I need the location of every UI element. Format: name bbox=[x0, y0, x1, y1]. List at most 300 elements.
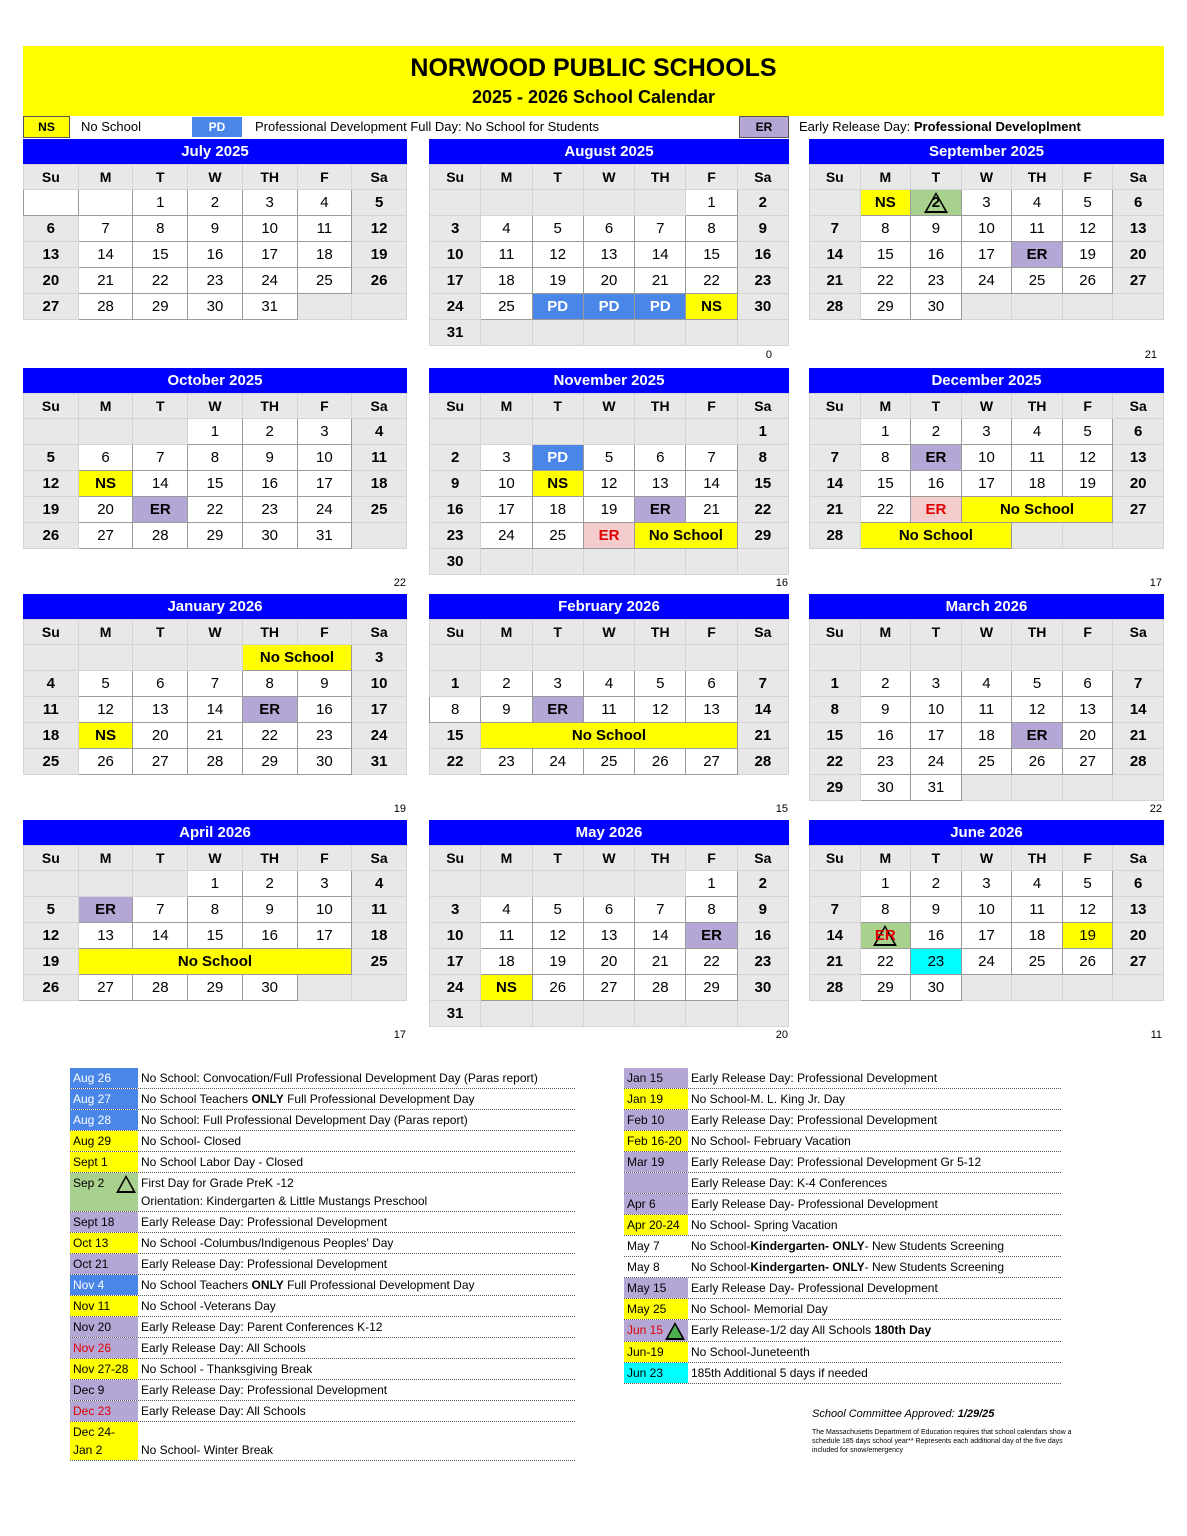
day-cell: ER bbox=[686, 923, 737, 949]
day-cell: 30 bbox=[911, 294, 962, 320]
day-cell: 18 bbox=[1012, 471, 1063, 497]
day-cell: 9 bbox=[911, 897, 962, 923]
day-cell: 24 bbox=[961, 949, 1012, 975]
key-row bbox=[624, 1089, 1061, 1110]
month-may-2026 bbox=[429, 820, 789, 1027]
month-header: August 2025 bbox=[429, 139, 789, 164]
key-text: Early Release Day: Parent Conferences K-12 bbox=[141, 1320, 383, 1334]
empty-cell bbox=[583, 190, 634, 216]
day-cell: 20 bbox=[583, 949, 634, 975]
day-cell: 25 bbox=[297, 268, 352, 294]
day-cell: 16 bbox=[911, 242, 962, 268]
day-cell: 1 bbox=[188, 871, 243, 897]
day-cell: 30 bbox=[188, 294, 243, 320]
key-text: Early Release Day- Professional Development bbox=[691, 1281, 938, 1295]
day-cell: 23 bbox=[430, 523, 481, 549]
weekday-label: Su bbox=[810, 394, 861, 419]
day-cell: 21 bbox=[635, 268, 686, 294]
day-cell: 7 bbox=[635, 897, 686, 923]
day-cell: 14 bbox=[737, 697, 788, 723]
weekday-label: Sa bbox=[1113, 394, 1164, 419]
weekday-label: T bbox=[532, 620, 583, 645]
day-cell: 2 bbox=[911, 419, 962, 445]
weekday-label: T bbox=[911, 165, 962, 190]
day-cell: 12 bbox=[352, 216, 407, 242]
week-row bbox=[24, 268, 407, 294]
day-cell: 22 bbox=[860, 949, 911, 975]
empty-cell bbox=[1012, 775, 1063, 801]
month-september-2025 bbox=[809, 139, 1164, 320]
day-cell: 3 bbox=[481, 445, 532, 471]
day-cell: 6 bbox=[583, 897, 634, 923]
day-cell: 12 bbox=[24, 923, 79, 949]
key-text: No School -Columbus/Indigenous Peoples' Day bbox=[141, 1236, 394, 1250]
day-cell: 28 bbox=[188, 749, 243, 775]
day-cell: 21 bbox=[737, 723, 788, 749]
week-row bbox=[24, 923, 407, 949]
day-cell: 10 bbox=[911, 697, 962, 723]
day-cell: 3 bbox=[352, 645, 407, 671]
key-text: No School-M. L. King Jr. Day bbox=[691, 1092, 846, 1106]
weekday-label: F bbox=[1062, 394, 1113, 419]
day-cell: 17 bbox=[352, 697, 407, 723]
key-text: Early Release Day: Professional Development bbox=[141, 1215, 388, 1229]
empty-cell bbox=[481, 320, 532, 346]
key-date: Aug 26 bbox=[70, 1068, 138, 1088]
day-cell: 25 bbox=[352, 497, 407, 523]
key-date: Apr 20-24 bbox=[624, 1215, 688, 1235]
week-row bbox=[430, 445, 789, 471]
empty-cell bbox=[481, 190, 532, 216]
weekday-label: Sa bbox=[737, 394, 788, 419]
month-august-2025 bbox=[429, 139, 789, 346]
week-row bbox=[810, 294, 1164, 320]
empty-cell bbox=[1062, 523, 1113, 549]
empty-cell bbox=[481, 1001, 532, 1027]
day-cell: 1 bbox=[686, 871, 737, 897]
week-row bbox=[810, 671, 1164, 697]
day-cell: 15 bbox=[810, 723, 861, 749]
day-cell: 9 bbox=[481, 697, 532, 723]
day-cell: 18 bbox=[481, 268, 532, 294]
day-cell: 17 bbox=[481, 497, 532, 523]
empty-cell bbox=[1113, 775, 1164, 801]
day-cell: 27 bbox=[1113, 949, 1164, 975]
month-header: July 2025 bbox=[23, 139, 407, 164]
month-table bbox=[809, 164, 1164, 320]
empty-cell bbox=[532, 871, 583, 897]
weekday-label: M bbox=[481, 394, 532, 419]
day-cell: 20 bbox=[78, 497, 133, 523]
month-november-2025 bbox=[429, 368, 789, 575]
day-cell: 10 bbox=[430, 242, 481, 268]
empty-cell bbox=[532, 549, 583, 575]
key-row bbox=[70, 1089, 575, 1110]
day-cell: 17 bbox=[242, 242, 297, 268]
day-cell: 13 bbox=[635, 471, 686, 497]
weekday-label: M bbox=[481, 620, 532, 645]
empty-cell bbox=[583, 549, 634, 575]
day-cell: PD bbox=[532, 294, 583, 320]
empty-cell bbox=[1012, 523, 1063, 549]
day-cell: 14 bbox=[635, 923, 686, 949]
empty-cell bbox=[352, 294, 407, 320]
empty-cell bbox=[430, 190, 481, 216]
week-row bbox=[24, 497, 407, 523]
day-cell: 30 bbox=[297, 749, 352, 775]
day-cell: 6 bbox=[24, 216, 79, 242]
key-date: Jun 23 bbox=[624, 1363, 688, 1383]
weekday-label: Su bbox=[430, 620, 481, 645]
day-cell: 24 bbox=[911, 749, 962, 775]
empty-cell bbox=[737, 549, 788, 575]
day-cell: 7 bbox=[810, 897, 861, 923]
key-date: May 8 bbox=[627, 1260, 660, 1274]
day-cell: 25 bbox=[1012, 949, 1063, 975]
weekday-label: W bbox=[188, 620, 243, 645]
week-row bbox=[810, 897, 1164, 923]
day-cell: 2 bbox=[737, 871, 788, 897]
day-cell: 20 bbox=[1062, 723, 1113, 749]
day-cell: 29 bbox=[737, 523, 788, 549]
day-cell: PD bbox=[635, 294, 686, 320]
day-cell: 23 bbox=[242, 497, 297, 523]
day-cell: 28 bbox=[737, 749, 788, 775]
day-cell: 15 bbox=[686, 242, 737, 268]
day-cell: 8 bbox=[860, 897, 911, 923]
day-cell: 5 bbox=[78, 671, 133, 697]
day-cell: 16 bbox=[242, 471, 297, 497]
key-date: Nov 4 bbox=[70, 1275, 138, 1295]
day-cell: 21 bbox=[78, 268, 133, 294]
key-date: Oct 21 bbox=[70, 1254, 138, 1274]
key-row bbox=[624, 1320, 1061, 1342]
empty-cell bbox=[1012, 645, 1063, 671]
week-row bbox=[430, 190, 789, 216]
empty-cell bbox=[532, 190, 583, 216]
empty-cell bbox=[911, 645, 962, 671]
day-cell: 12 bbox=[635, 697, 686, 723]
empty-cell bbox=[635, 190, 686, 216]
key-row bbox=[70, 1359, 575, 1380]
day-cell: ER bbox=[1012, 723, 1063, 749]
day-cell: 27 bbox=[78, 975, 133, 1001]
empty-cell bbox=[1113, 645, 1164, 671]
day-cell: 11 bbox=[1012, 897, 1063, 923]
week-row bbox=[430, 320, 789, 346]
school-day-count: 0 bbox=[765, 349, 772, 361]
key-text: Early Release Day: Professional Development Gr 5-12 bbox=[691, 1155, 982, 1169]
day-cell: ER bbox=[78, 897, 133, 923]
day-cell: 29 bbox=[242, 749, 297, 775]
day-cell: 8 bbox=[860, 216, 911, 242]
weekday-label: Su bbox=[810, 165, 861, 190]
day-cell: 27 bbox=[1113, 268, 1164, 294]
title-banner bbox=[23, 46, 1164, 116]
day-cell: 30 bbox=[737, 975, 788, 1001]
day-cell: 12 bbox=[1062, 897, 1113, 923]
day-cell: 16 bbox=[911, 923, 962, 949]
weekday-label: M bbox=[481, 846, 532, 871]
day-cell: 13 bbox=[1062, 697, 1113, 723]
weekday-label: Sa bbox=[737, 620, 788, 645]
day-cell: 24 bbox=[242, 268, 297, 294]
day-cell: 24 bbox=[532, 749, 583, 775]
day-cell: ER bbox=[911, 497, 962, 523]
day-cell: 1 bbox=[133, 190, 188, 216]
day-cell: 28 bbox=[133, 975, 188, 1001]
day-cell: 17 bbox=[961, 242, 1012, 268]
key-row bbox=[624, 1173, 1061, 1194]
day-cell: 19 bbox=[532, 949, 583, 975]
day-cell: 17 bbox=[297, 471, 352, 497]
day-cell: 25 bbox=[481, 294, 532, 320]
day-cell: 27 bbox=[24, 294, 79, 320]
week-row bbox=[430, 949, 789, 975]
school-day-count: 17 bbox=[393, 1029, 406, 1041]
day-cell: No School bbox=[860, 523, 1012, 549]
day-cell: 13 bbox=[1113, 445, 1164, 471]
footnote: The Massachusetts Department of Education requires that school calendars show a schedule 185 days school year** Represents each additional day of the five days included for snow/emergency bbox=[812, 1429, 1072, 1454]
day-cell: 1 bbox=[737, 419, 788, 445]
week-row bbox=[430, 1001, 789, 1027]
day-cell: 28 bbox=[78, 294, 133, 320]
key-row bbox=[624, 1278, 1061, 1299]
day-cell: 24 bbox=[961, 268, 1012, 294]
day-cell: 18 bbox=[297, 242, 352, 268]
weekday-label: Su bbox=[430, 846, 481, 871]
day-cell: 18 bbox=[352, 471, 407, 497]
weekday-label: W bbox=[188, 394, 243, 419]
empty-cell bbox=[188, 645, 243, 671]
empty-cell bbox=[686, 419, 737, 445]
day-cell: 29 bbox=[860, 294, 911, 320]
weekday-label: Su bbox=[810, 846, 861, 871]
key-date: Dec 23 bbox=[70, 1401, 138, 1421]
empty-cell bbox=[686, 320, 737, 346]
week-row bbox=[24, 949, 407, 975]
day-cell: 31 bbox=[297, 523, 352, 549]
empty-cell bbox=[133, 645, 188, 671]
day-cell: 1 bbox=[810, 671, 861, 697]
day-cell: 24 bbox=[297, 497, 352, 523]
key-date: Aug 27 bbox=[70, 1089, 138, 1109]
day-cell: 9 bbox=[860, 697, 911, 723]
key-row bbox=[624, 1299, 1061, 1320]
day-cell: 10 bbox=[961, 445, 1012, 471]
weekday-label: M bbox=[860, 165, 911, 190]
key-row bbox=[624, 1194, 1061, 1215]
day-cell: 23 bbox=[737, 268, 788, 294]
empty-cell bbox=[1012, 975, 1063, 1001]
empty-cell bbox=[860, 645, 911, 671]
weekday-label: M bbox=[78, 394, 133, 419]
day-cell: 29 bbox=[188, 523, 243, 549]
day-cell: 6 bbox=[1113, 419, 1164, 445]
key-text: No School- Winter Break bbox=[141, 1443, 274, 1457]
empty-cell bbox=[583, 419, 634, 445]
day-cell: 27 bbox=[583, 975, 634, 1001]
weekday-label: TH bbox=[242, 846, 297, 871]
day-cell: 28 bbox=[810, 294, 861, 320]
day-cell: 23 bbox=[911, 268, 962, 294]
week-row bbox=[810, 242, 1164, 268]
week-row bbox=[810, 419, 1164, 445]
day-cell: 6 bbox=[133, 671, 188, 697]
empty-cell bbox=[352, 975, 407, 1001]
day-cell: 2 bbox=[860, 671, 911, 697]
day-cell: 6 bbox=[78, 445, 133, 471]
empty-cell bbox=[481, 419, 532, 445]
week-row bbox=[810, 749, 1164, 775]
key-text: Early Release Day: Professional Development bbox=[141, 1257, 388, 1271]
week-row bbox=[430, 471, 789, 497]
day-cell: 5 bbox=[532, 897, 583, 923]
day-cell: 18 bbox=[961, 723, 1012, 749]
day-cell: 13 bbox=[1113, 897, 1164, 923]
day-cell: 8 bbox=[133, 216, 188, 242]
day-cell: 21 bbox=[810, 949, 861, 975]
school-day-count: 22 bbox=[393, 577, 406, 589]
day-cell: 21 bbox=[686, 497, 737, 523]
day-cell: 3 bbox=[297, 871, 352, 897]
day-cell: 8 bbox=[430, 697, 481, 723]
weekday-label: TH bbox=[1012, 394, 1063, 419]
day-cell: 3 bbox=[532, 671, 583, 697]
week-row bbox=[24, 671, 407, 697]
weekday-label: TH bbox=[635, 620, 686, 645]
weekday-label: W bbox=[961, 846, 1012, 871]
day-cell: 9 bbox=[242, 897, 297, 923]
day-cell: 21 bbox=[188, 723, 243, 749]
day-cell: 20 bbox=[1113, 242, 1164, 268]
week-row bbox=[430, 497, 789, 523]
empty-cell bbox=[1113, 523, 1164, 549]
weekday-label: T bbox=[532, 846, 583, 871]
weekday-label: M bbox=[78, 846, 133, 871]
empty-cell bbox=[1062, 294, 1113, 320]
key-date: May 7 bbox=[627, 1239, 660, 1253]
month-header: April 2026 bbox=[23, 820, 407, 845]
weekday-label: Sa bbox=[352, 394, 407, 419]
week-row bbox=[24, 645, 407, 671]
day-cell: 12 bbox=[583, 471, 634, 497]
day-cell: 14 bbox=[188, 697, 243, 723]
day-cell: 12 bbox=[78, 697, 133, 723]
day-cell: 17 bbox=[961, 923, 1012, 949]
day-cell: 6 bbox=[635, 445, 686, 471]
day-cell: 26 bbox=[24, 975, 79, 1001]
month-header: May 2026 bbox=[429, 820, 789, 845]
key-row bbox=[624, 1236, 1061, 1257]
week-row bbox=[24, 216, 407, 242]
day-cell: 15 bbox=[860, 471, 911, 497]
day-cell: 11 bbox=[961, 697, 1012, 723]
key-row bbox=[624, 1110, 1061, 1131]
weekday-label: T bbox=[133, 846, 188, 871]
day-cell: 20 bbox=[133, 723, 188, 749]
day-cell: 2 bbox=[242, 871, 297, 897]
day-cell: 6 bbox=[583, 216, 634, 242]
day-cell: 2 bbox=[188, 190, 243, 216]
day-cell: 23 bbox=[481, 749, 532, 775]
day-cell: 1 bbox=[860, 871, 911, 897]
month-march-2026 bbox=[809, 594, 1164, 801]
day-cell: 1 bbox=[860, 419, 911, 445]
day-cell: 27 bbox=[1062, 749, 1113, 775]
key-date: Sept 1 bbox=[70, 1152, 138, 1172]
day-cell: 22 bbox=[860, 268, 911, 294]
day-cell: 7 bbox=[635, 216, 686, 242]
week-row bbox=[810, 923, 1164, 949]
weekday-label: Sa bbox=[737, 165, 788, 190]
day-cell: 30 bbox=[737, 294, 788, 320]
day-cell: 30 bbox=[242, 975, 297, 1001]
weekday-label: TH bbox=[635, 394, 686, 419]
day-cell: 4 bbox=[352, 419, 407, 445]
day-cell: 9 bbox=[188, 216, 243, 242]
key-text: First Day for Grade PreK -12 Orientation: Kindergarten & Little Mustangs Preschool bbox=[141, 1176, 428, 1208]
empty-cell bbox=[737, 645, 788, 671]
weekday-label: TH bbox=[1012, 165, 1063, 190]
month-header: June 2026 bbox=[809, 820, 1164, 845]
empty-cell bbox=[481, 645, 532, 671]
weekday-label: F bbox=[686, 620, 737, 645]
month-table bbox=[23, 845, 407, 1001]
week-row bbox=[24, 445, 407, 471]
weekday-label: Su bbox=[430, 165, 481, 190]
key-date: May 15 bbox=[624, 1278, 688, 1298]
key-row bbox=[624, 1152, 1061, 1173]
week-row bbox=[810, 645, 1164, 671]
day-cell: 29 bbox=[133, 294, 188, 320]
empty-cell bbox=[635, 419, 686, 445]
empty-cell bbox=[78, 190, 133, 216]
day-cell: 15 bbox=[430, 723, 481, 749]
key-date: May 25 bbox=[624, 1299, 688, 1319]
day-cell: 3 bbox=[297, 419, 352, 445]
empty-cell bbox=[133, 419, 188, 445]
key-row bbox=[624, 1257, 1061, 1278]
day-cell: 2 bbox=[430, 445, 481, 471]
day-cell: 3 bbox=[242, 190, 297, 216]
day-cell: 15 bbox=[737, 471, 788, 497]
day-cell: 16 bbox=[297, 697, 352, 723]
day-cell: 31 bbox=[430, 320, 481, 346]
day-cell: 15 bbox=[133, 242, 188, 268]
day-cell: 10 bbox=[297, 445, 352, 471]
empty-cell bbox=[635, 645, 686, 671]
day-cell: NS bbox=[78, 723, 133, 749]
weekday-label: Su bbox=[810, 620, 861, 645]
day-cell: 26 bbox=[635, 749, 686, 775]
day-cell: 2 bbox=[911, 871, 962, 897]
empty-cell bbox=[430, 645, 481, 671]
day-cell: 9 bbox=[911, 216, 962, 242]
day-cell: 16 bbox=[242, 923, 297, 949]
key-date: Jan 15 bbox=[624, 1068, 688, 1088]
month-table bbox=[429, 619, 789, 775]
key-row bbox=[70, 1296, 575, 1317]
day-cell: 22 bbox=[242, 723, 297, 749]
day-cell: 3 bbox=[430, 897, 481, 923]
day-cell: 2 bbox=[242, 419, 297, 445]
day-cell: 14 bbox=[133, 471, 188, 497]
day-cell: 28 bbox=[133, 523, 188, 549]
day-cell: 17 bbox=[430, 949, 481, 975]
month-table bbox=[809, 845, 1164, 1001]
empty-cell bbox=[1012, 294, 1063, 320]
